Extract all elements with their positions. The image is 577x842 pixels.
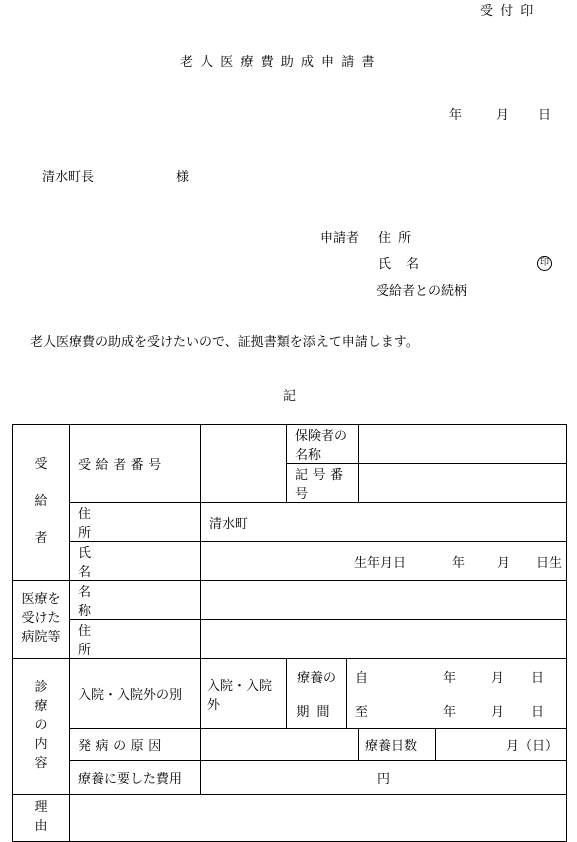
period-to-day: 日: [531, 705, 545, 721]
cause-label: 発病の原因: [70, 729, 201, 761]
applicant-name-label-1: 氏: [378, 257, 392, 272]
period-label-1: 療養の: [287, 659, 347, 694]
addressee-name: 清水町長: [42, 170, 95, 185]
birth-label: 生年月日: [353, 555, 406, 571]
birth-month: 月: [497, 555, 511, 571]
inout-value[interactable]: 入院・入院外: [201, 659, 287, 729]
period-from-label: 自: [355, 670, 369, 686]
days-label: 療養日数: [359, 729, 436, 761]
seal-mark: [537, 256, 552, 271]
period-from-year: 年: [443, 670, 457, 686]
form-title: 老人医療費助成申請書: [180, 55, 382, 70]
applicant-label: 申請者: [320, 231, 360, 246]
days-value: 月（日）: [506, 739, 559, 754]
applicant-address-label: 住所: [378, 231, 419, 246]
period-to-year: 年: [443, 705, 457, 721]
birth-day: 日生: [536, 555, 563, 571]
period-to-month: 月: [491, 705, 505, 721]
period-from-day: 日: [531, 670, 545, 686]
cost-unit: 円: [377, 772, 391, 787]
period-from-field[interactable]: [347, 659, 567, 694]
treatment-group-label: 診 療 の 内 容: [13, 659, 70, 795]
seal-mark-label: 印: [539, 258, 549, 268]
application-statement: 老人医療費の助成を受けたいので、証拠書類を添えて申請します。: [30, 335, 419, 350]
cause-field[interactable]: [201, 729, 359, 761]
ki-heading: 記: [283, 389, 297, 404]
symbol-number-label: 記号番号: [287, 464, 359, 503]
name-label: 氏名: [70, 542, 201, 581]
cost-field[interactable]: [201, 761, 567, 795]
cost-label: 療養に要した費用: [70, 761, 201, 795]
recipient-number-label: 受給者番号: [70, 425, 201, 503]
relationship-label: 受給者との続柄: [376, 284, 468, 299]
recipient-group-label: 受 給 者: [13, 425, 70, 581]
hospital-address-field[interactable]: [201, 620, 567, 659]
date-year: 年: [449, 108, 463, 123]
symbol-number-field[interactable]: [359, 464, 567, 503]
birth-year: 年: [451, 555, 465, 571]
date-month: 月: [496, 108, 510, 123]
addressee-honorific: 様: [176, 170, 190, 185]
period-label-2: 期間: [287, 694, 347, 729]
address-label: 住所: [70, 503, 201, 542]
inout-label: 入院・入院外の別: [70, 659, 201, 729]
days-field[interactable]: [436, 729, 567, 761]
name-and-birth-field[interactable]: [201, 542, 567, 581]
hospital-name-field[interactable]: [201, 581, 567, 620]
address-field[interactable]: [201, 503, 567, 542]
hospital-group-label: 医療を 受けた 病院等: [13, 581, 70, 659]
receipt-stamp-label: 受付印: [480, 4, 541, 19]
application-form-table: [12, 424, 567, 842]
hospital-address-label: 住所: [70, 620, 201, 659]
reason-field[interactable]: [70, 795, 567, 842]
insurer-name-field[interactable]: [359, 425, 567, 464]
reason-label: 理 由: [13, 795, 70, 842]
date-day: 日: [538, 108, 552, 123]
period-to-label: 至: [355, 705, 369, 721]
period-to-field[interactable]: [347, 694, 567, 729]
hospital-name-label: 名称: [70, 581, 201, 620]
applicant-name-label-2: 名: [406, 257, 420, 272]
recipient-number-field[interactable]: [201, 425, 287, 503]
period-from-month: 月: [491, 670, 505, 686]
insurer-name-label: 保険者の名称: [287, 425, 359, 464]
address-value: 清水町: [209, 516, 249, 532]
